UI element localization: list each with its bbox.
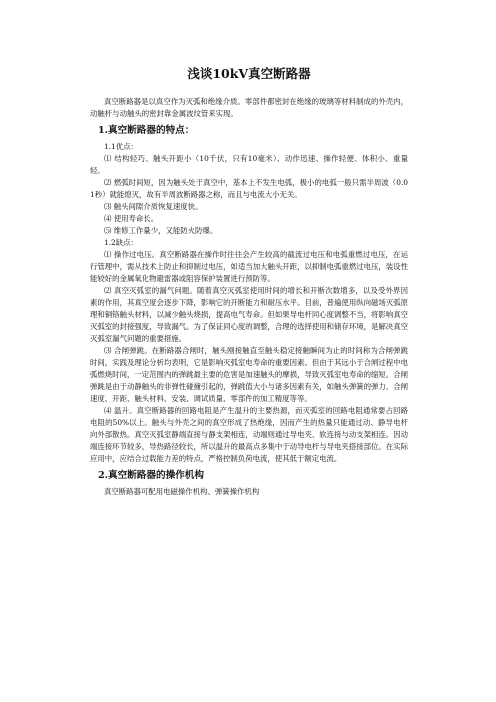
advantage-item: ⑸ 维修工作量少，又能防火防爆。 <box>104 226 218 235</box>
disadvantage-item: ⑵ 真空灭弧室的漏气问题。随着真空灭弧室使用时间的增长和开断次数增多，以及受外界因素的作用，其真空度会逐步下降，影响它的开断能力和耐压水平。目前，普遍使用纵向磁场灭弧原理和铜铬触头材料，以减少触头烧损，提高电气寿命。但如果导电杆同心度调整不当，将影响真空灭弧室的封接强度，导致漏气。为了保证同心度的调整，合理的选择使用和储存环境，是解决真空灭弧室漏气问题的重要措施。 <box>90 286 408 343</box>
document-title: 浅谈10kV真空断路器 <box>187 66 311 81</box>
disadvantages-heading: 1.2缺点： <box>104 238 138 247</box>
intro-paragraph: 真空断路器是以真空作为灭弧和绝缘介质。零部件都密封在绝缘的玻璃等材料制成的外壳内，动触杆与动触头的密封靠金属波纹管来实现。 <box>90 97 408 118</box>
section-heading-mechanism: 2.真空断路器的操作机构 <box>98 470 204 481</box>
advantage-item: ⑷ 使用寿命长。 <box>104 214 159 223</box>
disadvantage-item: ⑷ 温升。真空断路器的回路电阻是产生温升的主要热源，而灭弧室的回路电阻通常要占回路电阻的50%以上。触头与外壳之间的真空形成了热绝缘，因而产生的热量只能通过动、静导电杆向外部散热。真空灭弧室静端直接与静支架相连，动端则通过导电夹、软连接与动支架相连。因动端连接环节较多，导热路径较长，所以温升的最高点多集中于动导电杆与导电夹搭接部位。在实际应用中，应结合过载能力差的特点，严格控制负荷电流，使其低于额定电流。 <box>90 406 408 463</box>
disadvantage-item: ⑶ 合闸弹跳。在断路器合闸时，触头刚接触直至触头稳定接触瞬间为止的时间称为合闸弹跳时间，实践及理论分析均表明，它是影响灭弧室电寿命的重要因素。但由于其远小于合闸过程中电弧燃烧时间，一定范围内的弹跳最主要的危害是加速触头的摩损，导致灭弧室电寿命的缩短。合闸弹跳是由于动静触头的非弹性碰撞引起的，弹跳值大小与诸多因素有关，如触头弹簧的弹力、合闸速度、开距、触头材料、安装、调试质量、零部件的加工精度等等。 <box>90 346 408 403</box>
advantage-item: ⑴ 结构轻巧、触头开距小（10千伏，只有10毫米）、动作迅速、操作轻便、体积小、重量轻。 <box>90 154 408 175</box>
advantage-item: ⑶ 触头间隙介质恢复速度快。 <box>104 202 203 211</box>
advantage-item: ⑵ 燃弧时间短，因为触头处于真空中，基本上不发生电弧，极小的电弧一般只需半周波（0.01秒）就能熄灭，故有半周波断路器之称，而且与电流大小无关。 <box>90 178 408 199</box>
document-body <box>90 96 408 498</box>
disadvantage-item: ⑴ 操作过电压。真空断路器在操作时往往会产生较高的截流过电压和电弧重燃过电压，在运行管理中，需从技术上防止和抑制过电压，如适当加大触头开距，以抑制电弧重燃过电压，装设性能较好的金属氧化物避雷器或阻容保护装置进行预防等。 <box>90 250 408 283</box>
mechanism-paragraph: 真空断路器可配用电磁操作机构、弹簧操作机构 <box>104 487 260 496</box>
advantages-heading: 1.1优点： <box>104 142 138 151</box>
section-heading-features: 1.真空断路器的特点： <box>98 125 195 136</box>
